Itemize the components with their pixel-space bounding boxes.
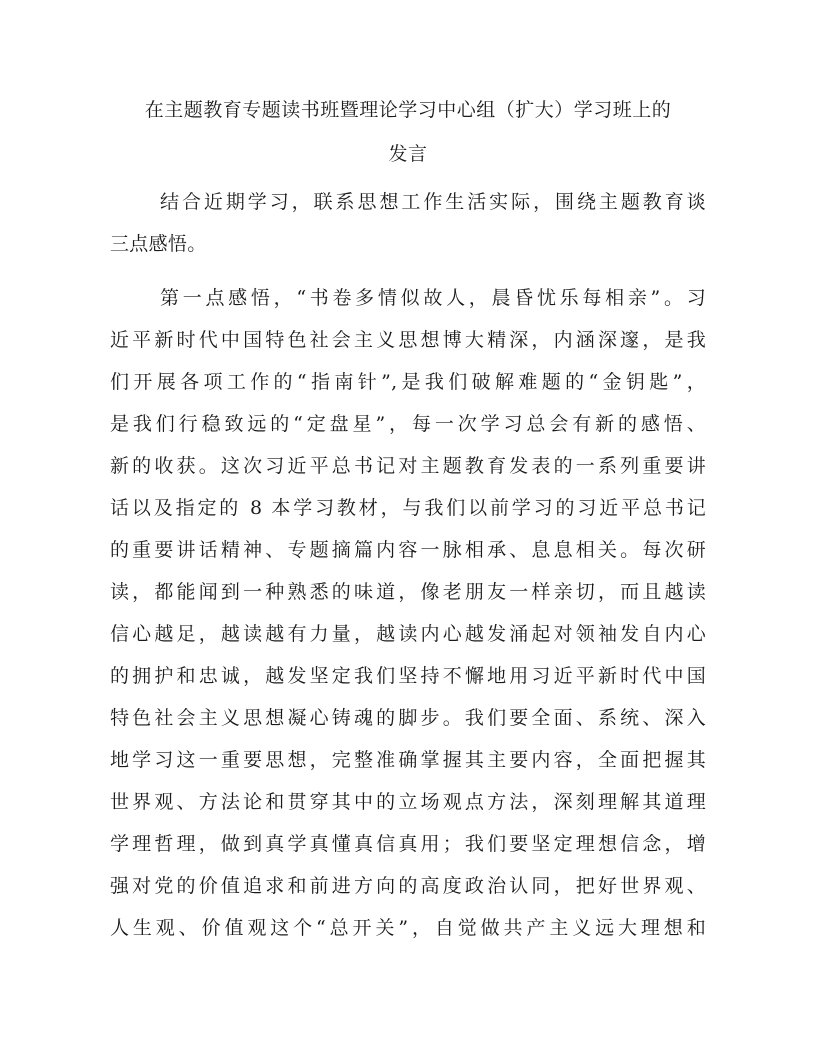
intro-line-2: 三点感悟。 bbox=[110, 233, 207, 255]
paragraph-line: 强对党的价值追求和前进方向的高度政治认同，把好世界观、 bbox=[110, 875, 706, 897]
paragraph-line: 地学习这一重要思想，完整准确掌握其主要内容，全面把握其 bbox=[110, 749, 706, 771]
paragraph-line: 是我们行稳致远的“定盘星”，每一次学习总会有新的感悟、 bbox=[110, 413, 706, 435]
paragraph-line: 话以及指定的 8 本学习教材，与我们以前学习的习近平总书记 bbox=[110, 497, 706, 519]
paragraph-line: 人生观、价值观这个“总开关”，自觉做共产主义远大理想和 bbox=[110, 917, 706, 939]
paragraph-line: 近平新时代中国特色社会主义思想博大精深，内涵深邃，是我 bbox=[110, 329, 706, 351]
paragraph-line: 的重要讲话精神、专题摘篇内容一脉相承、息息相关。每次研 bbox=[110, 539, 706, 561]
paragraph-line: 们开展各项工作的“指南针”,是我们破解难题的“金钥匙”， bbox=[110, 371, 706, 393]
paragraph-line: 第一点感悟，“书卷多情似故人，晨昏忧乐每相亲”。习 bbox=[160, 287, 706, 309]
paragraph-line: 读，都能闻到一种熟悉的味道，像老朋友一样亲切，而且越读 bbox=[110, 581, 706, 603]
paragraph-line: 世界观、方法论和贯穿其中的立场观点方法，深刻理解其道理 bbox=[110, 791, 706, 813]
document-title-line-2: 发言 bbox=[388, 143, 428, 165]
paragraph-line: 新的收获。这次习近平总书记对主题教育发表的一系列重要讲 bbox=[110, 455, 706, 477]
paragraph-line: 信心越足，越读越有力量，越读内心越发涌起对领袖发自内心 bbox=[110, 623, 706, 645]
paragraph-line: 学理哲理，做到真学真懂真信真用；我们要坚定理想信念，增 bbox=[110, 833, 706, 855]
intro-line-1: 结合近期学习，联系思想工作生活实际，围绕主题教育谈 bbox=[160, 191, 706, 213]
document-title-line-1: 在主题教育专题读书班暨理论学习中心组（扩大）学习班上的 bbox=[144, 99, 672, 121]
paragraph-line: 的拥护和忠诚，越发坚定我们坚持不懈地用习近平新时代中国 bbox=[110, 665, 706, 687]
paragraph-line: 特色社会主义思想凝心铸魂的脚步。我们要全面、系统、深入 bbox=[110, 707, 706, 729]
